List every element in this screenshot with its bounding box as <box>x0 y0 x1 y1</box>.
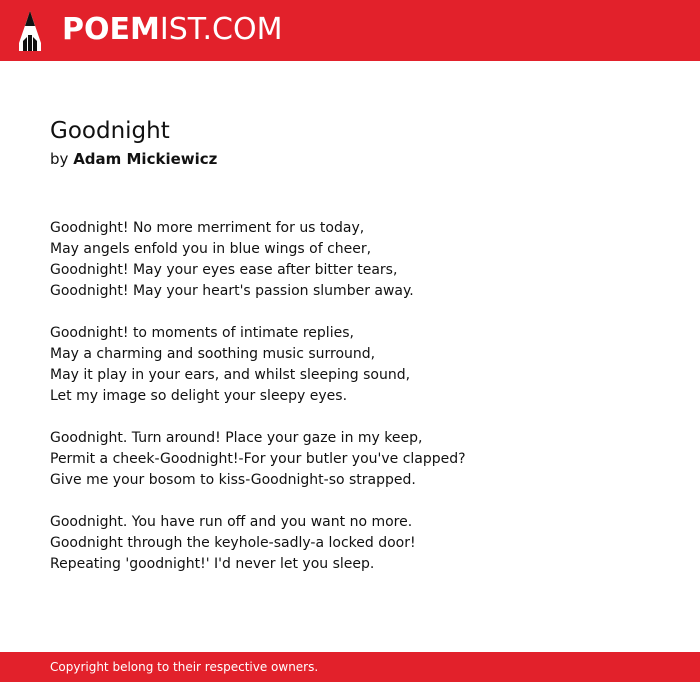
site-logo[interactable] <box>62 9 282 51</box>
logo-text-bold: POEM <box>62 12 160 47</box>
by-label: by <box>50 150 69 168</box>
poem-line: Goodnight! May your heart's passion slumber away. <box>50 283 414 299</box>
poem-line: Goodnight. Turn around! Place your gaze in my keep, <box>50 430 423 446</box>
poem-byline <box>50 148 217 170</box>
poem-line: May a charming and soothing music surround, <box>50 346 376 362</box>
pencil-icon[interactable] <box>18 10 42 52</box>
poem-line: Goodnight. You have run off and you want no more. <box>50 514 413 530</box>
stanza <box>50 428 670 491</box>
site-footer <box>0 652 700 682</box>
poem-line: May angels enfold you in blue wings of cheer, <box>50 241 372 257</box>
poem-line: Let my image so delight your sleepy eyes. <box>50 388 348 404</box>
stanza <box>50 323 670 407</box>
stanza <box>50 512 670 575</box>
logo-text-light: IST.COM <box>159 12 283 47</box>
poem-line: May it play in your ears, and whilst sleeping sound, <box>50 367 411 383</box>
poem-body <box>50 218 670 596</box>
poem-line: Repeating 'goodnight!' I'd never let you sleep. <box>50 556 375 572</box>
poem-line: Goodnight! to moments of intimate replies, <box>50 325 354 341</box>
poem-line: Goodnight! May your eyes ease after bitter tears, <box>50 262 398 278</box>
poem-line: Goodnight! No more merriment for us today, <box>50 220 365 236</box>
poem-line: Give me your bosom to kiss-Goodnight-so strapped. <box>50 472 416 488</box>
poem-line: Permit a cheek-Goodnight!-For your butler you've clapped? <box>50 451 466 467</box>
site-header <box>0 0 700 61</box>
poem-title: Goodnight <box>50 118 170 144</box>
poem-line: Goodnight through the keyhole-sadly-a locked door! <box>50 535 416 551</box>
copyright-notice: Copyright belong to their respective owners. <box>50 660 319 674</box>
poem-author: Adam Mickiewicz <box>73 150 218 168</box>
stanza <box>50 218 670 302</box>
